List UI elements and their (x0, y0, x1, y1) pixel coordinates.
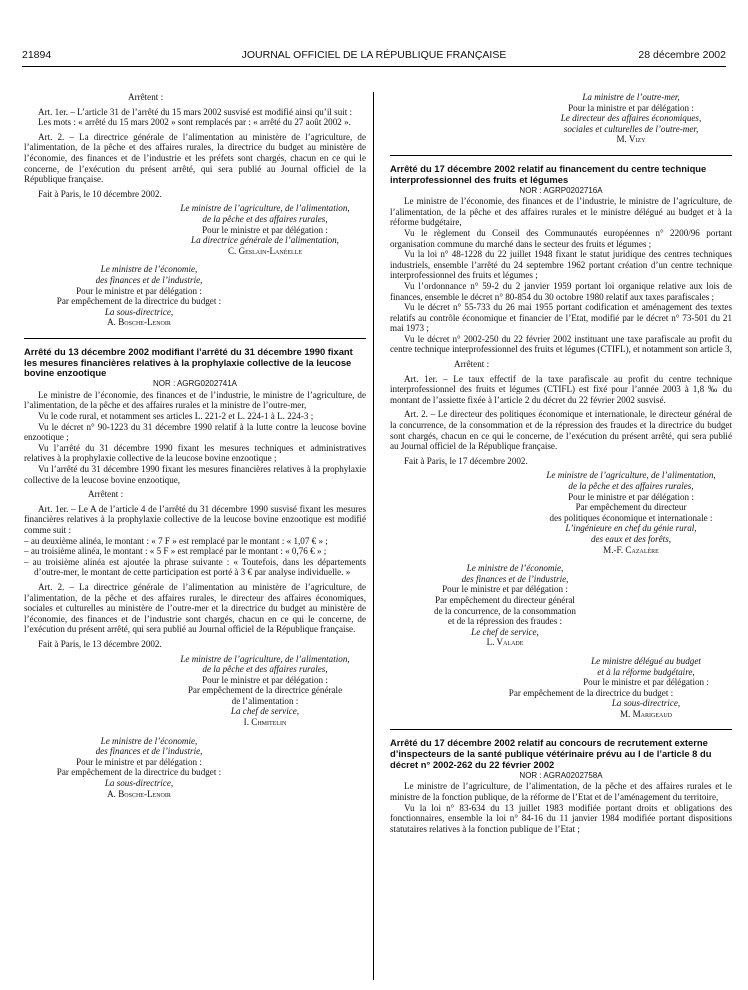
signature-line: Le ministre de l’agriculture, de l’alimentation, (180, 653, 350, 664)
signatory-name: A. Bosche-Lenoir (107, 317, 171, 328)
signature-line: L’ingénieure en chef du génie rural, (565, 523, 697, 534)
signature-line: La sous-directrice, (104, 778, 174, 789)
preamble-text: Le ministre de l’économie, des finances et de l’industrie, le ministre de l’agriculture, de l’alimentation, de la pêche et des affaires rurales et le ministre délégué au budget et à la réforme budgétaire, (390, 196, 732, 228)
signature-block (24, 654, 366, 728)
signature-line: Le ministre de l’économie, (466, 563, 564, 574)
fait-a-paris: Fait à Paris, le 17 décembre 2002. (404, 455, 528, 466)
signature-block (24, 203, 366, 256)
page-header (22, 49, 726, 63)
preamble-text: Le ministre de l’économie, des finances et de l’industrie, le ministre de l’agriculture, de l’alimentation, de la pêche et des affaires rurales et la ministre de l’outre-mer, (24, 389, 366, 411)
signature-line: des politiques économique et internationale : (549, 512, 713, 523)
signature-line: La chef de service, (230, 706, 300, 717)
signature-line: de la concurrence, de la consommation (434, 605, 576, 616)
signature-line: Par empêchement du directeur (575, 502, 687, 513)
decree-title: Arrêté du 13 décembre 2002 modifiant l’arrêté du 31 décembre 1990 fixant les mesures financières relatives à la prophylaxie collective de la leucose bovine enzootique (24, 345, 353, 379)
article-text: Art. 2. – La directrice générale de l’alimentation au ministère de l’agriculture, de l’alimentation, de la pêche et des affaires rurales, le directeur des affaires économiques, sociales et culturelles au ministère de l’outre-mer et la directrice du budget au ministère de l’économie, des finances et de l’industrie sont chargés, chacun en ce qui le concerne, de l’exécution du présent arrêté, qui sera publié au Journal officiel de la République française. (24, 581, 366, 635)
signature-line: Pour la ministre et par délégation : (568, 102, 694, 113)
signature-line: Par empêchement de la directrice du budget : (56, 767, 222, 778)
signature-line: Le chef de service, (471, 626, 539, 637)
signature-line: des finances et de l’industrie, (95, 746, 203, 757)
signature-line: Par empêchement de la directrice du budget : (56, 296, 222, 307)
signature-line: Par empêchement de la directrice du budget : (508, 687, 674, 698)
signature-line: Le ministre de l’économie, (100, 735, 198, 746)
signature-line: La directrice générale de l’alimentation, (191, 235, 339, 246)
signatory-name: M.-F. Cazalère (603, 544, 659, 555)
journal-title: JOURNAL OFFICIEL DE LA RÉPUBLIQUE FRANÇAISE (241, 49, 507, 61)
vu-clause: Vu le règlement du Conseil des Communautés européennes n° 2200/96 portant organisation commune du marché dans le secteur des fruits et légumes ; (390, 227, 732, 249)
list-item: – au deuxième alinéa, le montant : « 7 F » est remplacé par le montant : « 1,07 € » ; (24, 535, 328, 546)
article-text: Art. 2. – Le directeur des politiques économique et internationale, le directeur général de la concurrence, de la consommation et de la répression des fraudes et la directrice du budget sont chargés, chacun en ce qui le concerne, de l’exécution du présent arrêté, qui sera publié au Journal officiel de la République française. (390, 409, 732, 452)
arretent-label: Arrêtent : (454, 359, 490, 370)
signature-line: La sous-directrice, (611, 698, 681, 709)
article-text: Art. 1er. – L’article 31 de l’arrêté du 15 mars 2002 susvisé est modifié ainsi qu’il suit : (38, 106, 353, 117)
list-item: – au troisième alinéa, le montant : « 5 F » est remplacé par le montant : « 0,76 € » ; (24, 546, 327, 557)
signature-line: Le directeur des affaires économiques, (560, 113, 702, 124)
vu-clause: Vu le décret n° 90-1223 du 31 décembre 1990 relatif à la lutte contre la leucose bovine enzootique ; (24, 421, 366, 443)
signature-line: Par empêchement du directeur général (435, 594, 575, 605)
nor-reference: NOR : AGRG0202741A (152, 379, 238, 389)
article-text: Les mots : « arrêté du 15 mars 2002 » sont remplacés par : « arrêté du 27 août 2002 ». (38, 117, 351, 128)
section-separator (390, 155, 732, 156)
vu-clause: Vu l’ordonnance n° 59-2 du 2 janvier 1959 portant loi organique relative aux lois de finances, ensemble le décret n° 80-854 du 30 octobre 1980 relatif aux taxes parafiscales ; (390, 280, 732, 302)
article-text: Art. 1er. – Le taux effectif de la taxe parafiscale au profit du centre technique interprofessionnel des fruits et légumes (CTIFL) est fixé pour l’année 2003 à 1,8 ‰ du montant de l’assiette fixée à l’article 2 du décret du 22 février 2002 susvisé. (390, 373, 732, 405)
signatory-name: A. Bosche-Lenoir (107, 788, 171, 799)
signature-block (390, 563, 732, 648)
signature-line: Le ministre délégué au budget (591, 655, 701, 666)
signature-line: Pour le ministre et par délégation : (583, 677, 709, 688)
vu-clause: Vu l’arrêté du 31 décembre 1990 fixant les mesures financières relatives à la prophylaxie collective de la leucose bovine enzootique, (24, 464, 366, 485)
column-divider (373, 92, 374, 980)
signature-line: Pour le ministre et par délégation : (76, 756, 202, 767)
vu-clause: Vu le code rural, et notamment ses articles L. 221-2 et L. 224-1 à L. 224-3 ; (38, 411, 314, 422)
signatory-name: M. Vizy (616, 134, 646, 145)
signature-block (390, 470, 732, 555)
signature-line: de la pêche et des affaires rurales, (202, 664, 328, 675)
signature-line: La ministre de l’outre-mer, (582, 92, 680, 102)
issue-date: 28 décembre 2002 (638, 49, 726, 61)
nor-reference: NOR : AGRP0202716A (519, 185, 603, 195)
arretent-label: Arrêtent : (128, 92, 164, 102)
vu-clause: Vu la loi n° 83-634 du 13 juillet 1983 modifiée portant droits et obligations des fonctionnaires, ensemble la loi n° 84-16 du 11 janvier 1984 modifiée portant dispositions statutaires relatives à la fonction publique de l’Etat ; (390, 802, 732, 834)
signature-line: et de la répression des fraudes : (447, 616, 563, 627)
signature-line: La sous-directrice, (104, 306, 174, 317)
signature-line: Le ministre de l’agriculture, de l’alimentation, (180, 203, 350, 214)
signature-line: Pour le ministre et par délégation : (202, 674, 328, 685)
vu-clause: Vu le décret n° 2002-250 du 22 février 2002 instituant une taxe parafiscale au profit du centre technique interprofessionnel des fruits et légumes (CTIFL), et notamment son article 3, (390, 333, 732, 355)
preamble-text: Le ministre de l’agriculture, de l’alimentation, de la pêche et des affaires rurales et le ministre de la fonction publique, de la réforme de l’Etat et de l’aménagement du territoire, (390, 781, 732, 803)
signatory-name: L. Valade (486, 637, 524, 648)
decree-title: Arrêté du 17 décembre 2002 relatif au concours de recrutement externe d’inspecteurs de la santé publique vétérinaire prévu au I de l’article 8 du décret n° 2002-262 du 22 février 2002 (390, 737, 712, 771)
signature-line: de l’alimentation : (231, 695, 299, 706)
signature-line: des finances et de l’industrie, (461, 573, 569, 584)
signatory-name: C. Geslain-Lanéelle (227, 245, 303, 256)
nor-reference: NOR : AGRA0202758A (519, 770, 603, 780)
fait-a-paris: Fait à Paris, le 10 décembre 2002. (38, 188, 162, 199)
signature-block (390, 656, 732, 720)
vu-clause: Vu la loi n° 48-1228 du 22 juillet 1948 fixant le statut juridique des centres techniques industriels, ensemble l’arrêté du 24 septembre 1962 portant création d’un centre technique interprofessionnel des fruits et légumes ; (390, 249, 732, 281)
signature-line: Par empêchement de la directrice générale (187, 685, 343, 696)
fait-a-paris: Fait à Paris, le 13 décembre 2002. (38, 638, 162, 649)
signature-block (390, 92, 732, 145)
arretent-label: Arrêtent : (88, 489, 124, 500)
signature-line: Le ministre de l’agriculture, de l’alimentation, (546, 470, 716, 481)
signature-line: de la pêche et des affaires rurales, (202, 213, 328, 224)
signature-line: de la pêche et des affaires rurales, (568, 481, 694, 491)
section-separator (390, 729, 732, 730)
left-column (24, 92, 366, 799)
signature-block (24, 264, 366, 328)
header-rule (22, 66, 726, 67)
article-text: Art. 1er. – Le A de l’article 4 de l’arrêté du 31 décembre 1990 susvisé fixant les mesures financières relatives à la prophylaxie collective de la leucose bovine enzootique est modifié comme suit : (24, 503, 366, 535)
signatory-name: I. Chmitelin (243, 717, 287, 728)
right-column (390, 92, 732, 834)
signature-block (24, 736, 366, 800)
signature-line: des eaux et des forêts, (590, 533, 672, 544)
article-text: Art. 2. – La directrice générale de l’alimentation au ministère de l’agriculture, de l’alimentation, de la pêche et des affaires rurales, la directrice du budget au ministère de l’économie, des finances et de l’industrie et les préfets sont chargés, chacun en ce qui le concerne, de l’exécution du présent arrêté, qui sera publié au Journal officiel de la République française. (24, 131, 366, 185)
signature-line: et à la réforme budgétaire, (597, 666, 695, 677)
list-item: – au troisième alinéa est ajoutée la phrase suivante : « Toutefois, dans les départements d’outre-mer, le montant de cette participation est porté à 3 € par analyse individuelle. » (24, 556, 366, 578)
decree-title: Arrêté du 17 décembre 2002 relatif au financement du centre technique interprofessionnel des fruits et légumes (390, 162, 707, 185)
signature-line: Pour le ministre et par délégation : (442, 584, 568, 595)
signature-line: Pour le ministre et par délégation : (202, 224, 328, 235)
vu-clause: Vu le décret n° 55-733 du 26 mai 1955 portant codification et aménagement des textes relatifs au contrôle économique et financier de l’Etat, modifié par le décret n° 73-501 du 21 mai 1973 ; (390, 302, 732, 334)
signature-line: sociales et culturelles de l’outre-mer, (563, 123, 699, 134)
page-number: 21894 (22, 49, 52, 61)
signature-line: Le ministre de l’économie, (100, 264, 198, 275)
vu-clause: Vu l’arrêté du 31 décembre 1990 fixant les mesures techniques et administratives relatives à la prophylaxie collective de la leucose bovine enzootique ; (24, 442, 366, 464)
signature-line: Pour le ministre et par délégation : (568, 491, 694, 502)
section-separator (24, 338, 366, 339)
signature-line: Pour le ministre et par délégation : (76, 285, 202, 296)
signature-line: des finances et de l’industrie, (95, 274, 203, 285)
signatory-name: M. Marigeaud (619, 708, 673, 719)
